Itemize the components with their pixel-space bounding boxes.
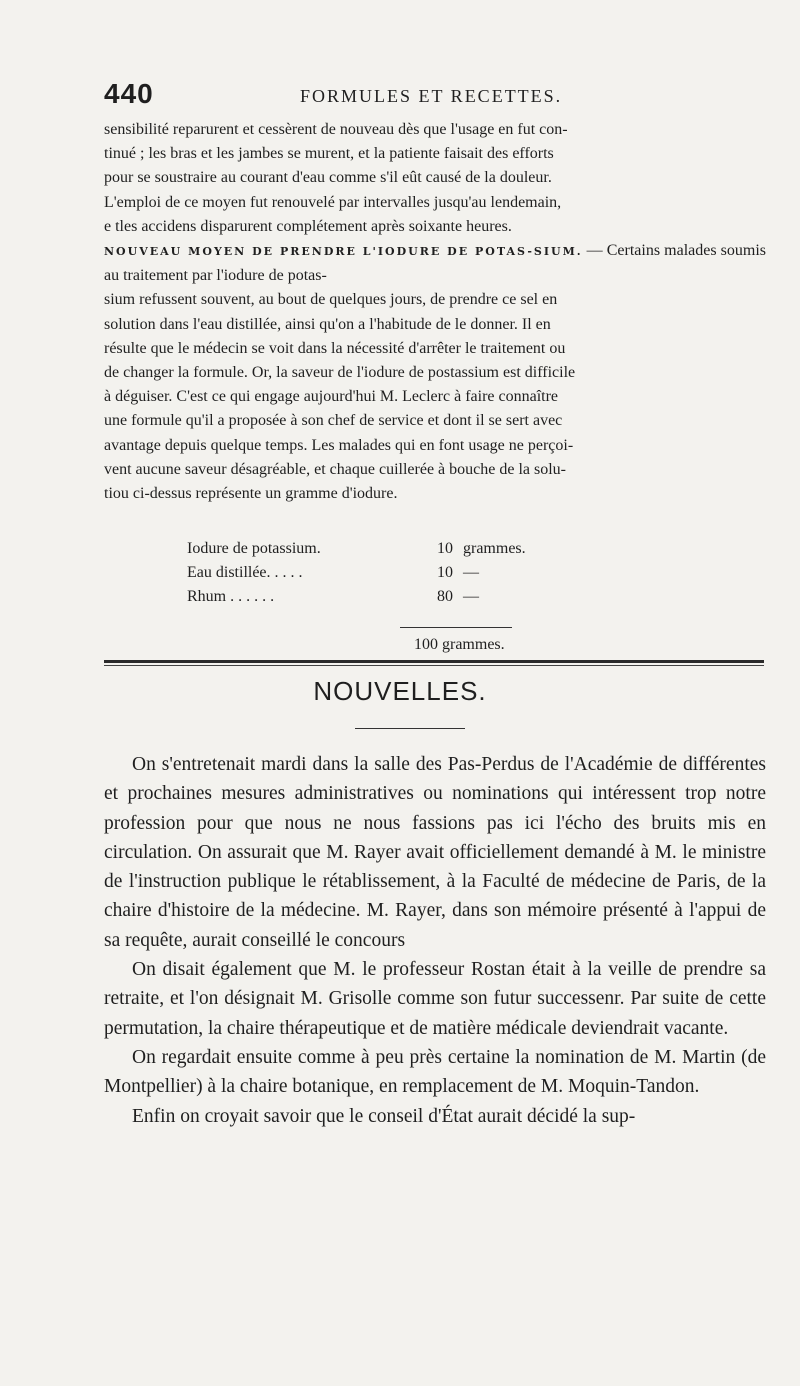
body-line: sium refussent souvent, au bout de quelques jours, de prendre ce sel en [104, 291, 558, 309]
body-line: — Certains malades soumis au traitement par l'iodure de potas- [104, 242, 766, 285]
ingredient-unit: — [463, 564, 479, 581]
ingredient-quantity: 10 [437, 564, 453, 581]
formula-sum-rule [400, 627, 512, 628]
body-line: une formule qu'il a proposée à son chef de service et dont il se sert avec [104, 412, 563, 430]
page-header [104, 78, 764, 112]
intro-line: e tles accidens disparurent complétement après soixante heures. [104, 217, 512, 235]
body-line: de changer la formule. Or, la saveur de l'iodure de postassium est difficile [104, 364, 576, 382]
formula-row [187, 564, 607, 588]
body-line: tiou ci-dessus représente un gramme d'iodure. [104, 485, 398, 503]
news-paragraph: On disait également que M. le professeur Rostan était à la veille de prendre sa retraite, et l'on désignait M. Grisolle comme son futur successenr. Par suite de cette permutation, la chaire thérapeutique et de matière médicale deviendrait vacante. [104, 959, 766, 1039]
ingredient-quantity: 10 [437, 540, 453, 557]
formula-row [187, 540, 607, 564]
body-line: à déguiser. C'est ce qui engage aujourd'hui M. Leclerc à faire connaître [104, 388, 559, 406]
news-paragraph: On regardait ensuite comme à peu près certaine la nomination de M. Martin (de Montpellier) à la chaire botanique, en remplacement de M. Moquin-Tandon. [104, 1046, 766, 1098]
news-paragraph: Enfin on croyait savoir que le conseil d'État aurait décidé la sup- [132, 1105, 636, 1127]
formula-total: 100 grammes. [414, 636, 505, 653]
section-divider-thick [104, 660, 764, 663]
ingredient-unit: grammes. [463, 540, 526, 557]
section-divider-thin [104, 665, 764, 666]
formula-table [187, 540, 607, 612]
news-paragraph: On s'entretenait mardi dans la salle des Pas-Perdus de l'Académie de différentes et prochaines mesures administratives ou nominations qui intéressent trop notre profession pour que nous ne nous fassions pas ici l'écho des bruits mis en circulation. On assurait que M. Rayer avait officiellement demandé à M. le ministre de l'instruction publique le rétablissement, à la Faculté de médecine de Paris, de la chaire d'histoire de la médecine. M. Rayer, dans son mémoire présenté à l'appui de sa requête, aurait conseillé le concours [104, 754, 766, 951]
intro-line: sensibilité reparurent et cessèrent de nouveau dès que l'usage en fut con- [104, 121, 568, 138]
running-title: FORMULES ET RECETTES. [300, 86, 563, 106]
intro-line: L'emploi de ce moyen fut renouvelé par intervalles jusqu'au lendemain, [104, 193, 562, 211]
section-headline-line [104, 239, 766, 288]
body-line: solution dans l'eau distillée, ainsi qu'on a l'habitude de le donner. Il en [104, 315, 551, 333]
ingredient-name: Rhum . . . . . . [187, 588, 275, 605]
ingredient-unit: — [463, 588, 479, 605]
body-line: avantage depuis quelque temps. Les malades qui en font usage ne perçoi- [104, 436, 574, 454]
ingredient-name: Iodure de potassium. [187, 540, 321, 557]
page-number: 440 [104, 78, 154, 109]
ingredient-name: Eau distillée. . . . . [187, 564, 303, 581]
formula-row [187, 588, 607, 612]
body-line: vent aucune saveur désagréable, et chaque cuillerée à bouche de la solu- [104, 460, 566, 478]
iodure-section [104, 118, 766, 506]
intro-line: pour se soustraire au courant d'eau comme s'il eût causé de la douleur. [104, 169, 552, 187]
title-underline [355, 728, 465, 729]
intro-line: tinué ; les bras et les jambes se murent, et la patiente faisait des efforts [104, 145, 554, 163]
body-line: résulte que le médecin se voit dans la nécessité d'arrêter le traitement ou [104, 339, 566, 357]
ingredient-quantity: 80 [437, 588, 453, 605]
news-section [104, 750, 766, 1131]
news-section-title: NOUVELLES. [313, 676, 487, 706]
section-headline: NOUVEAU MOYEN DE PRENDRE L'IODURE DE POTAS-SIUM. [104, 245, 583, 259]
